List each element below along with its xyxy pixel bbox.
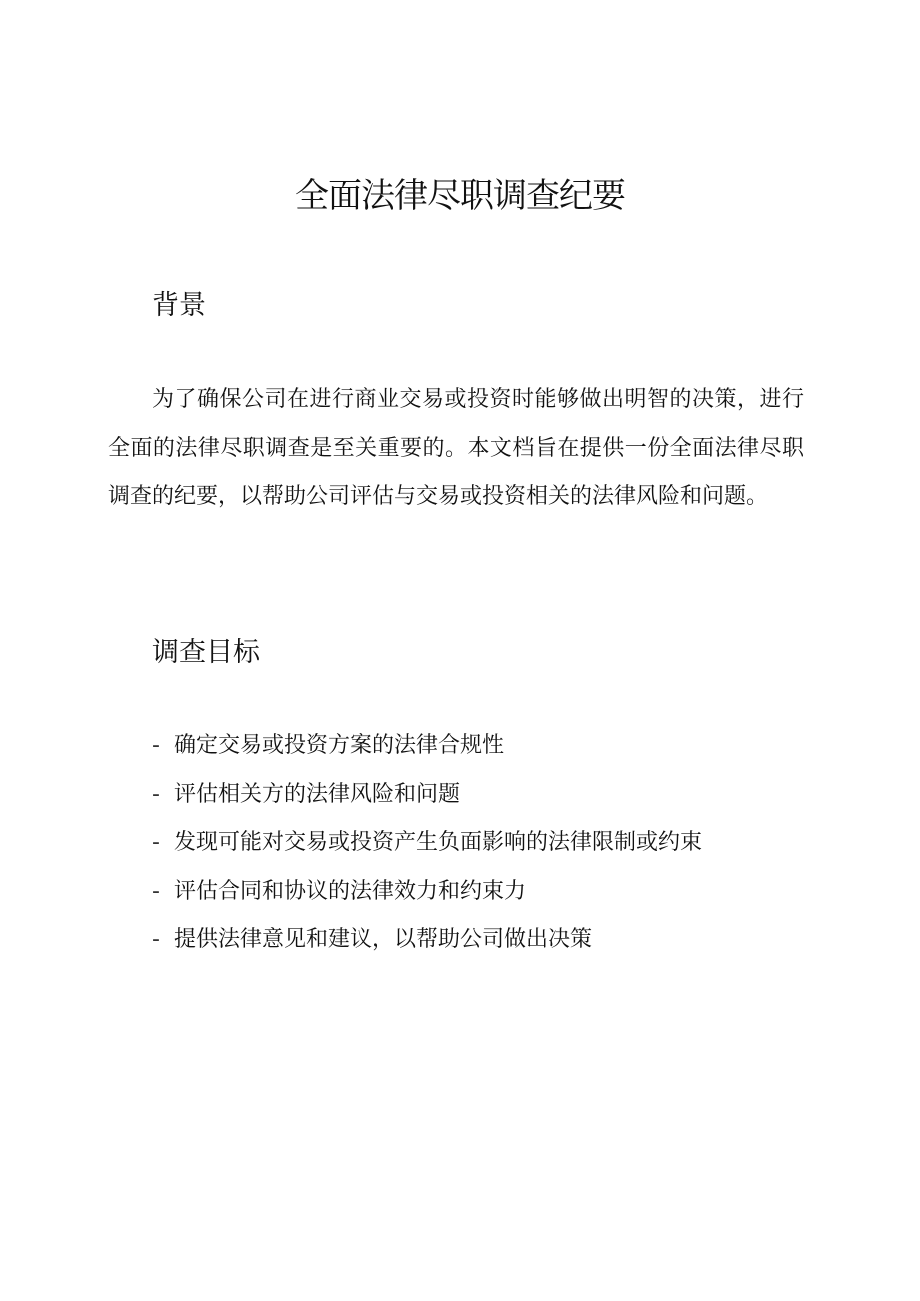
list-item-text: 提供法律意见和建议，以帮助公司做出决策 (174, 927, 593, 952)
dash-bullet: - (152, 878, 160, 904)
list-item (152, 868, 852, 917)
list-item-text: 评估相关方的法律风险和问题 (174, 781, 461, 807)
section-heading-objectives: 调查目标 (152, 637, 260, 668)
dash-bullet: - (152, 830, 160, 855)
document-title: 全面法律尽职调查纪要 (295, 176, 625, 216)
list-item-text: 发现可能对交易或投资产生负面影响的法律限制或约束 (174, 830, 703, 855)
dash-bullet: - (152, 927, 160, 952)
list-item (152, 771, 852, 820)
list-item (152, 722, 852, 771)
list-item-text: 确定交易或投资方案的法律合规性 (174, 733, 505, 758)
list-item (152, 819, 852, 868)
list-item (152, 916, 852, 965)
section-heading-background: 背景 (152, 290, 206, 321)
list-item-text: 评估合同和协议的法律效力和约束力 (174, 878, 527, 904)
dash-bullet: - (152, 733, 160, 758)
objectives-list (152, 722, 852, 965)
background-paragraph: 为了确保公司在进行商业交易或投资时能够做出明智的决策，进行全面的法律尽职调查是至关重要的。本文档旨在提供一份全面法律尽职调查的纪要，以帮助公司评估与交易或投资相关的法律风险和问题。 (108, 387, 804, 509)
dash-bullet: - (152, 781, 160, 807)
